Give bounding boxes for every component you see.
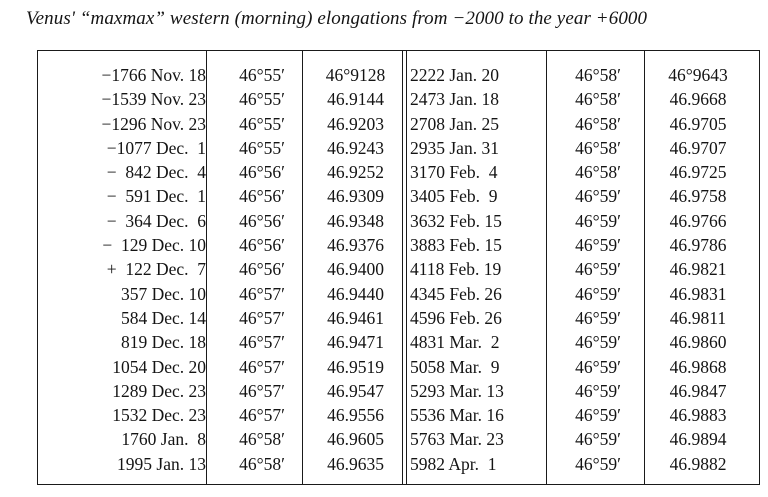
left-deg-cell: 46.9471 xyxy=(327,332,384,353)
left-date-cell: 1760 Jan. 8 xyxy=(121,429,206,450)
left-date-cell: − 364 Dec. 6 xyxy=(106,210,206,231)
right-deg-cell: 46.9882 xyxy=(669,453,727,474)
right-date-cell: 3883 Feb. 15 xyxy=(410,235,502,256)
left-date-cell: 584 Dec. 14 xyxy=(120,307,206,328)
right-date-cell: 5293 Mar. 13 xyxy=(410,380,504,401)
left-deg-cell: 46.9400 xyxy=(327,259,384,280)
right-dms-cell: 46°59′ xyxy=(575,405,621,426)
left-dms-cell: 46°57′ xyxy=(239,356,285,377)
left-dms-cell: 46°57′ xyxy=(239,307,285,328)
left-dms-cell: 46°56′ xyxy=(239,235,285,256)
right-dms-cell: 46°59′ xyxy=(575,380,621,401)
right-deg-cell: 46.9811 xyxy=(669,307,727,328)
left-decimal-column xyxy=(308,63,403,476)
right-deg-cell: 46.9758 xyxy=(669,186,727,207)
right-dms-cell: 46°59′ xyxy=(575,259,621,280)
left-date-cell: − 129 Dec. 10 xyxy=(102,235,206,256)
left-dms-cell: 46°56′ xyxy=(239,186,285,207)
right-date-cell: 2473 Jan. 18 xyxy=(410,89,499,110)
right-decimal-column xyxy=(648,63,748,476)
right-date-cell: 2935 Jan. 31 xyxy=(410,137,499,158)
right-dms-cell: 46°59′ xyxy=(575,356,621,377)
left-dms-cell: 46°58′ xyxy=(239,429,285,450)
left-date-cell: + 122 Dec. 7 xyxy=(106,259,206,280)
center-divider-b xyxy=(406,51,407,484)
right-dms-cell: 46°58′ xyxy=(575,65,621,85)
right-date-cell: 3405 Feb. 9 xyxy=(410,186,498,207)
right-dms-cell: 46°59′ xyxy=(575,332,621,353)
left-date-cell: − 842 Dec. 4 xyxy=(106,162,206,183)
right-deg-cell: 46.9786 xyxy=(669,235,727,256)
right-deg-cell: 46.9725 xyxy=(669,162,727,183)
column-divider xyxy=(206,51,207,484)
left-date-cell: 1995 Jan. 13 xyxy=(117,453,206,474)
elongation-table xyxy=(37,50,760,485)
left-deg-cell: 46.9519 xyxy=(327,356,384,377)
right-dms-cell: 46°59′ xyxy=(575,210,621,231)
left-dms-cell: 46°56′ xyxy=(239,162,285,183)
left-date-cell: −1077 Dec. 1 xyxy=(106,137,206,158)
left-deg-cell: 46°9128 xyxy=(325,65,386,85)
left-deg-cell: 46.9252 xyxy=(327,162,384,183)
left-date-cell: −1539 Nov. 23 xyxy=(101,89,206,110)
left-deg-cell: 46.9440 xyxy=(327,283,384,304)
left-deg-cell: 46.9461 xyxy=(327,307,384,328)
right-deg-cell: 46.9821 xyxy=(669,259,727,280)
right-dms-column xyxy=(548,63,648,476)
left-date-cell: − 591 Dec. 1 xyxy=(106,186,206,207)
right-date-cell: 4118 Feb. 19 xyxy=(410,259,502,280)
left-dms-cell: 46°55′ xyxy=(239,137,285,158)
right-dms-cell: 46°58′ xyxy=(575,137,621,158)
right-deg-cell: 46.9766 xyxy=(669,210,727,231)
right-date-cell: 4831 Mar. 2 xyxy=(410,332,500,353)
left-date-cell: 819 Dec. 18 xyxy=(120,332,206,353)
right-dms-cell: 46°58′ xyxy=(575,89,621,110)
left-date-cell: 1054 Dec. 20 xyxy=(112,356,206,377)
left-deg-cell: 46.9203 xyxy=(327,113,384,134)
left-deg-cell: 46.9605 xyxy=(327,429,384,450)
left-date-cell: −1766 Nov. 18 xyxy=(101,65,206,85)
right-dms-cell: 46°59′ xyxy=(575,307,621,328)
right-deg-cell: 46.9707 xyxy=(669,137,727,158)
right-dms-cell: 46°59′ xyxy=(575,429,621,450)
right-dms-cell: 46°59′ xyxy=(575,235,621,256)
left-deg-cell: 46.9309 xyxy=(327,186,384,207)
left-deg-cell: 46.9376 xyxy=(327,235,384,256)
left-dms-cell: 46°58′ xyxy=(239,453,285,474)
right-deg-cell: 46°9643 xyxy=(668,65,728,85)
left-dms-cell: 46°56′ xyxy=(239,210,285,231)
left-dms-cell: 46°57′ xyxy=(239,283,285,304)
right-dms-cell: 46°58′ xyxy=(575,162,621,183)
right-date-cell: 5982 Apr. 1 xyxy=(410,453,497,474)
left-dms-cell: 46°55′ xyxy=(239,89,285,110)
left-date-cell: 357 Dec. 10 xyxy=(120,283,206,304)
right-dms-cell: 46°59′ xyxy=(575,453,621,474)
left-dms-cell: 46°57′ xyxy=(239,405,285,426)
right-date-cell: 2708 Jan. 25 xyxy=(410,113,499,134)
right-date-cell: 3170 Feb. 4 xyxy=(410,162,498,183)
left-dms-cell: 46°57′ xyxy=(239,332,285,353)
left-dms-cell: 46°55′ xyxy=(239,65,285,85)
right-dms-cell: 46°59′ xyxy=(575,186,621,207)
right-date-column xyxy=(410,63,550,476)
right-dms-cell: 46°59′ xyxy=(575,283,621,304)
right-date-cell: 3632 Feb. 15 xyxy=(410,210,502,231)
left-dms-cell: 46°55′ xyxy=(239,113,285,134)
right-date-cell: 5536 Mar. 16 xyxy=(410,405,504,426)
right-deg-cell: 46.9868 xyxy=(669,356,727,377)
right-deg-cell: 46.9894 xyxy=(669,429,727,450)
left-date-column xyxy=(46,63,206,476)
right-date-cell: 5058 Mar. 9 xyxy=(410,356,500,377)
left-deg-cell: 46.9556 xyxy=(327,405,384,426)
left-date-cell: −1296 Nov. 23 xyxy=(101,113,206,134)
left-dms-cell: 46°57′ xyxy=(239,380,285,401)
table-caption: Venus' “maxmax” western (morning) elongations from −2000 to the year +6000 xyxy=(26,8,648,29)
right-deg-cell: 46.9705 xyxy=(669,113,727,134)
right-deg-cell: 46.9668 xyxy=(669,89,727,110)
right-date-cell: 2222 Jan. 20 xyxy=(410,65,499,85)
left-date-cell: 1532 Dec. 23 xyxy=(112,405,206,426)
right-deg-cell: 46.9883 xyxy=(669,405,727,426)
right-date-cell: 5763 Mar. 23 xyxy=(410,429,504,450)
left-dms-column xyxy=(216,63,308,476)
right-date-cell: 4596 Feb. 26 xyxy=(410,307,502,328)
left-date-cell: 1289 Dec. 23 xyxy=(112,380,206,401)
left-dms-cell: 46°56′ xyxy=(239,259,285,280)
right-deg-cell: 46.9847 xyxy=(669,380,727,401)
left-deg-cell: 46.9348 xyxy=(327,210,384,231)
left-deg-cell: 46.9635 xyxy=(327,453,384,474)
right-date-cell: 4345 Feb. 26 xyxy=(410,283,502,304)
right-dms-cell: 46°58′ xyxy=(575,113,621,134)
right-deg-cell: 46.9860 xyxy=(669,332,727,353)
left-deg-cell: 46.9547 xyxy=(327,380,384,401)
left-deg-cell: 46.9144 xyxy=(327,89,384,110)
left-deg-cell: 46.9243 xyxy=(327,137,384,158)
right-deg-cell: 46.9831 xyxy=(669,283,727,304)
